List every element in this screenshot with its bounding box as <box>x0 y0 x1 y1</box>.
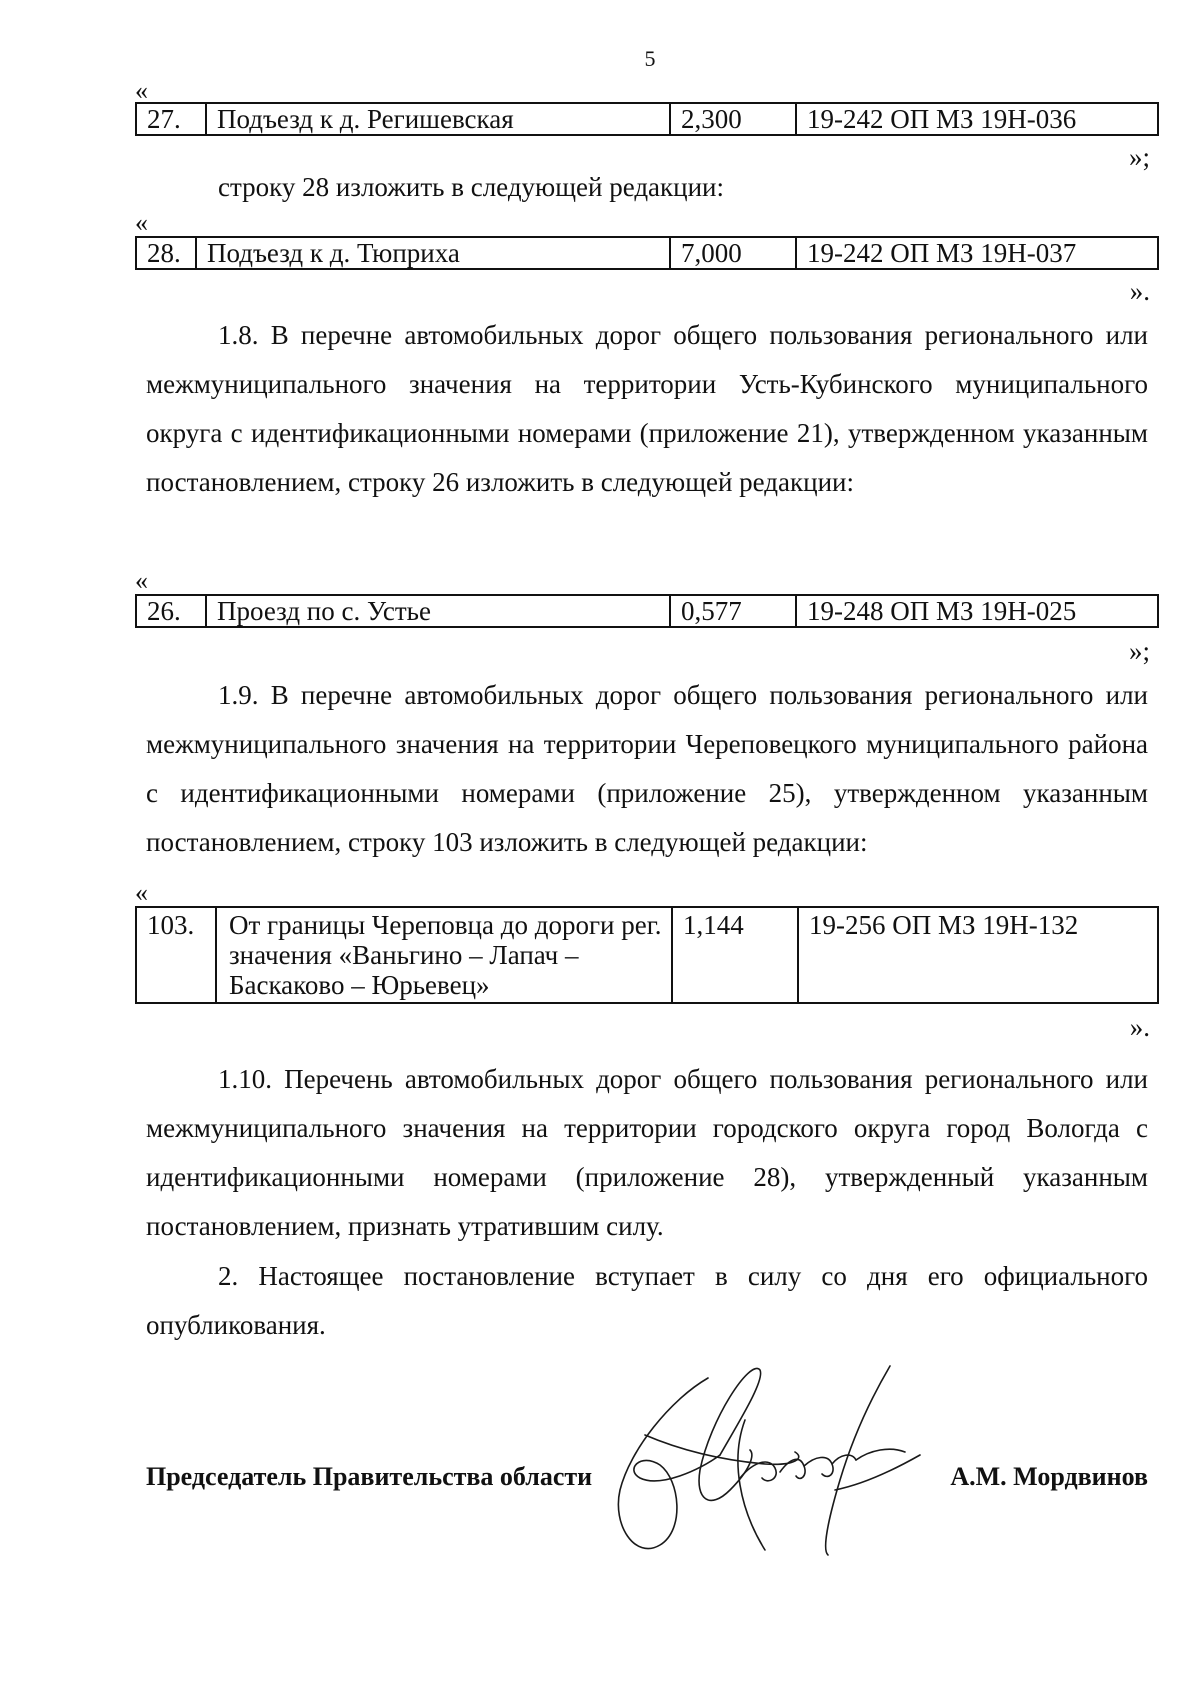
quote-open-103: « <box>135 878 148 907</box>
road-id-cell: 19-256 ОП МЗ 19Н-132 <box>798 907 1158 1003</box>
table-row-103 <box>135 906 1159 1004</box>
row-number-cell: 26. <box>136 595 206 627</box>
road-name-cell: Подъезд к д. Регишевская <box>206 103 670 135</box>
quote-close-103: ». <box>1129 1012 1150 1042</box>
road-length-cell: 2,300 <box>670 103 796 135</box>
paragraph-1-8: 1.8. В перечне автомобильных дорог общего пользования регионального или межмуниципального значения на территории Усть-Кубинского муниципального округа с идентификационными номерами (приложение 21), утвержденном указанным постановлением, строку 26 изложить в следующей редакции: <box>146 320 1148 497</box>
row-number-cell: 27. <box>136 103 206 135</box>
row-number-cell: 28. <box>136 237 196 269</box>
quote-close-28: ». <box>1129 276 1150 306</box>
paragraph-1-10: 1.10. Перечень автомобильных дорог общего пользования регионального или межмуниципального значения на территории городского округа город Вологда с идентификационными номерами (приложение 28), утвержденный указанным постановлением, признать утратившим силу. <box>146 1064 1148 1241</box>
road-length-cell: 0,577 <box>670 595 796 627</box>
table-row <box>136 103 1158 135</box>
quote-close-26: »; <box>1128 636 1150 666</box>
road-id-cell: 19-248 ОП МЗ 19Н-025 <box>796 595 1158 627</box>
table-row-26 <box>135 594 1159 628</box>
signatory-title: Председатель Правительства области <box>146 1462 593 1491</box>
road-length-cell: 1,144 <box>672 907 798 1003</box>
road-name-cell: От границы Череповца до дороги рег. значения «Ваньгино – Лапач – Баскаково – Юрьевец» <box>216 907 672 1003</box>
quote-open-28: « <box>135 208 148 237</box>
page-number: 5 <box>644 46 656 71</box>
road-name-cell: Проезд по с. Устье <box>206 595 670 627</box>
table-row <box>136 907 1158 1003</box>
row-number-cell: 103. <box>136 907 216 1003</box>
road-id-cell: 19-242 ОП МЗ 19Н-036 <box>796 103 1158 135</box>
line-28-intro: строку 28 изложить в следующей редакции: <box>218 172 725 202</box>
table-row-27 <box>135 102 1159 136</box>
paragraph-2: 2. Настоящее постановление вступает в силу со дня его официального опубликования. <box>146 1261 1148 1340</box>
handwritten-signature <box>590 1360 950 1570</box>
quote-open-27: « <box>135 76 148 105</box>
road-length-cell: 7,000 <box>670 237 796 269</box>
road-id-cell: 19-242 ОП МЗ 19Н-037 <box>796 237 1158 269</box>
table-row-28 <box>135 236 1159 270</box>
signatory-name: А.М. Мордвинов <box>950 1462 1148 1491</box>
quote-close-27: »; <box>1128 142 1150 172</box>
table-row <box>136 595 1158 627</box>
paragraph-1-9: 1.9. В перечне автомобильных дорог общего пользования регионального или межмуниципального значения на территории Череповецкого муниципального района с идентификационными номерами (приложение 25), утвержденном указанным постановлением, строку 103 изложить в следующей редакции: <box>146 680 1148 857</box>
quote-open-26: « <box>135 566 148 595</box>
table-row <box>136 237 1158 269</box>
road-name-cell: Подъезд к д. Тюприха <box>196 237 670 269</box>
